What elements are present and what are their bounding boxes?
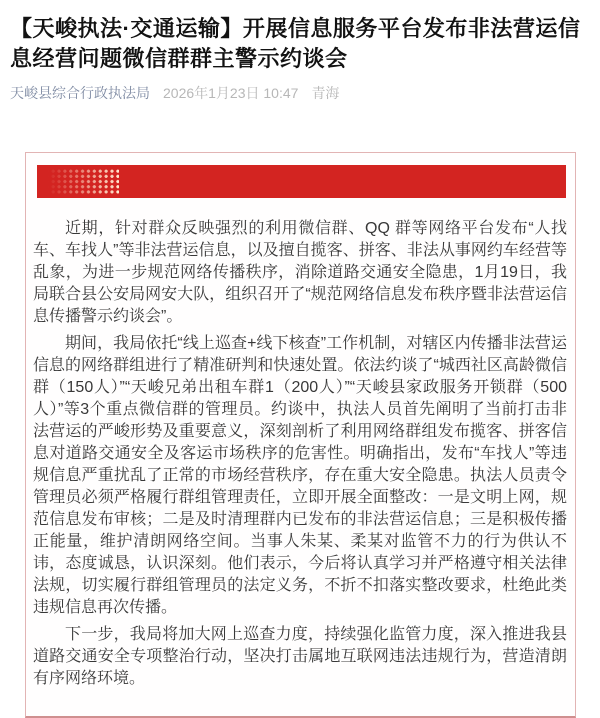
article-paragraph: 下一步，我局将加大网上巡查力度，持续强化监管力度，深入推进我县道路交通安全专项整治行动，坚决打击属地互联网违法违规行为，营造清朗有序网络环境。: [33, 626, 567, 687]
source-account-link[interactable]: 天峻县综合行政执法局: [10, 85, 150, 101]
publish-timestamp: 2026年1月23日 10:47: [163, 85, 299, 101]
publish-location: 青海: [311, 85, 340, 101]
content-box: [25, 152, 576, 718]
article-paragraph: 近期，针对群众反映强烈的利用微信群、QQ 群等网络平台发布“人找车、车找人”等非法营运信息，以及擅自揽客、拼客、非法从事网约车经营等乱象，为进一步规范网络传播秩序，消除道路交通安全隐患，1月19日，我局联合县公安局网安大队，组织召开了“规范网络信息发布秩序暨非法营运信息传播警示约谈会”。: [33, 220, 567, 325]
article-body: [32, 198, 568, 690]
article-header: [0, 0, 600, 102]
red-banner-image: [37, 165, 566, 198]
article-meta: [10, 84, 588, 102]
page-title: 【天峻执法·交通运输】开展信息服务平台发布非法营运信息经营问题微信群群主警示约谈会: [10, 16, 581, 71]
halftone-dots-decoration: [45, 169, 119, 195]
article-paragraph: 期间，我局依托“线上巡查+线下核查”工作机制，对辖区内传播非法营运信息的网络群组进行了精准研判和快速处置。依法约谈了“城西社区高龄微信群（150人）”“天峻兄弟出租车群1（200人）”“天峻县家政服务开锁群（500 人）”等3个重点微信群的管理员。约谈中，执法人员首先阐明了当前打击非法营运的严峻形势及重要意义，深刻剖析了利用网络群组发布揽客、拼客信息对道路交通安全及客运市场秩序的危害性。明确指出，发布“车找人”等违规信息严重扰乱了正常的市场经营秩序，存在重大安全隐患。执法人员责令管理员必须严格履行群组管理责任，立即开展全面整改：一是文明上网，规范信息发布审核；二是及时清理群内已发布的非法营运信息；三是积极传播正能量，维护清朗网络空间。当事人朱某、柔某对监管不力的行为供认不讳，态度诚恳，认识深刻。他们表示，今后将认真学习并严格遵守相关法律法规，切实履行群组管理员的法定义务，不折不扣落实整改要求，杜绝此类违规信息再次传播。: [33, 335, 567, 616]
